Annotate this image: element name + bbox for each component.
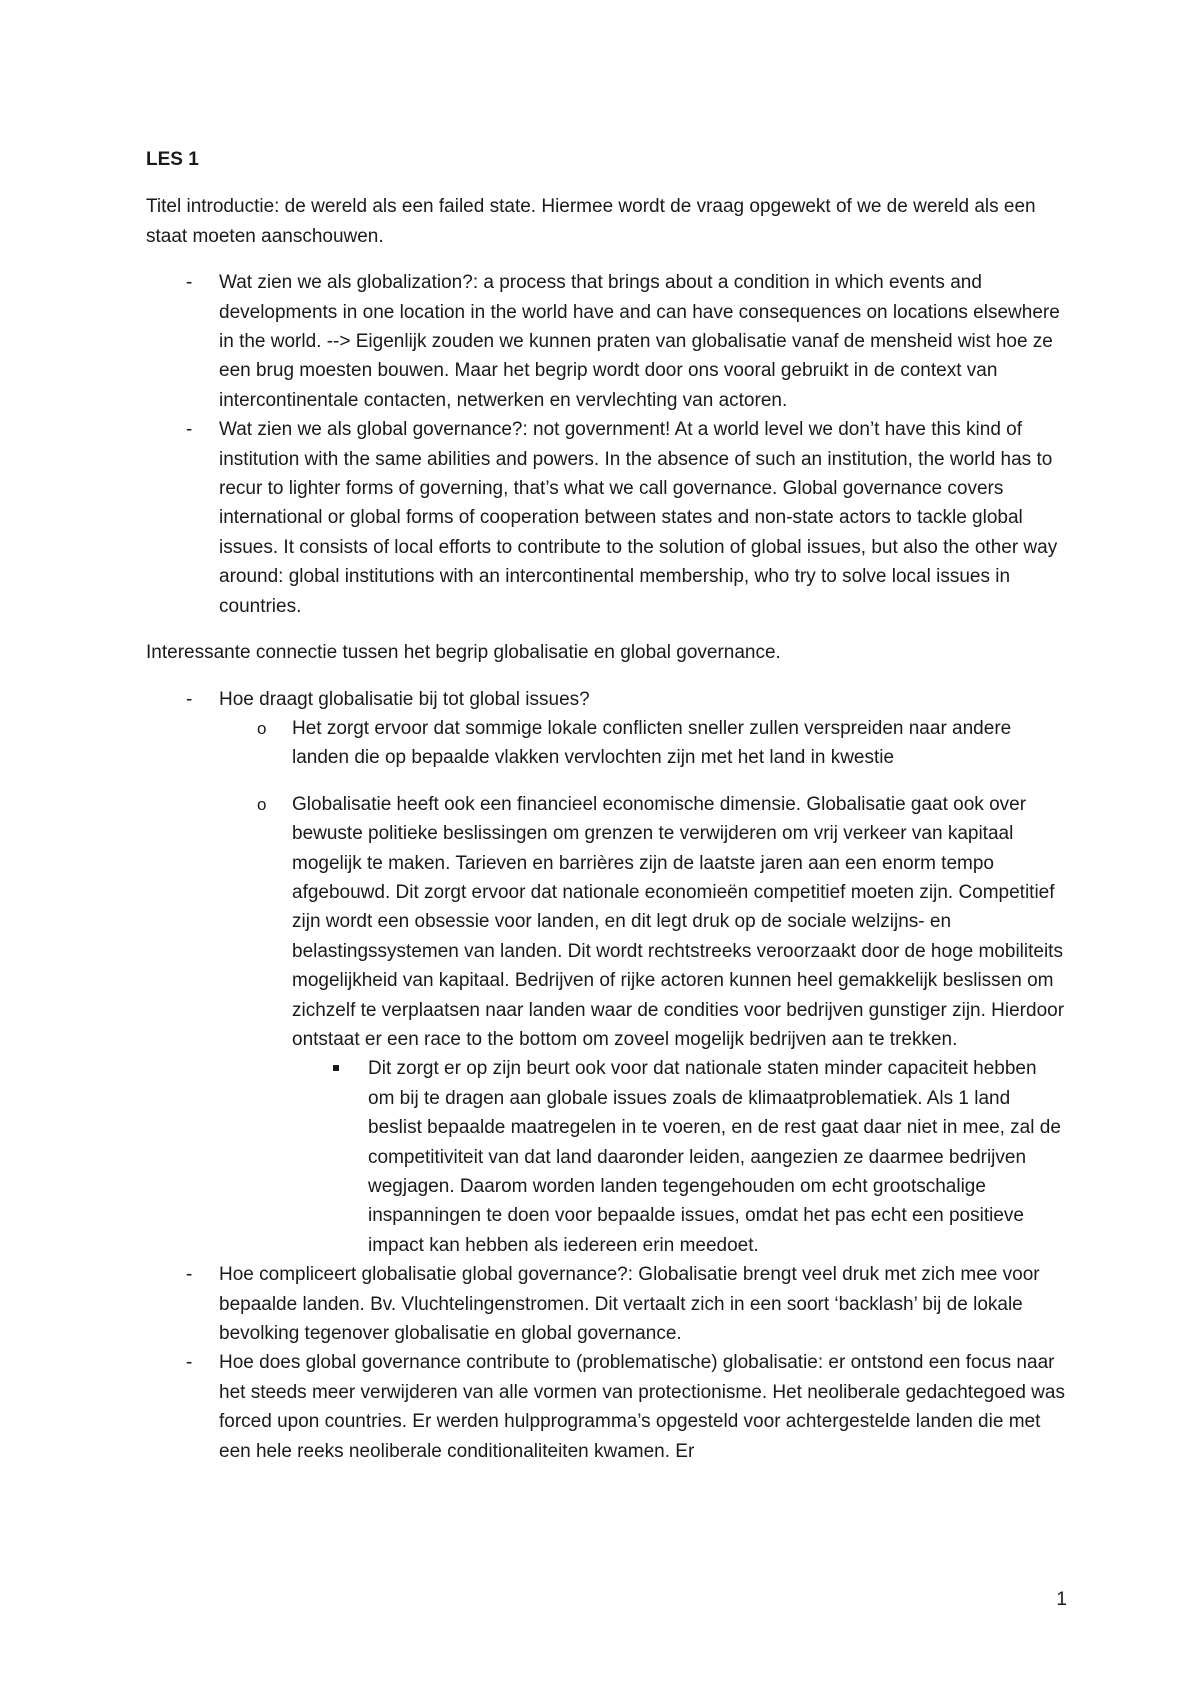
questions-list [146, 685, 1066, 1467]
circle-bullet: o [257, 718, 267, 738]
dash-bullet: - [186, 1264, 193, 1286]
definitions-list [146, 268, 1066, 621]
document-body [146, 145, 1066, 1466]
list-item-text: Wat zien we als globalization?: a process that brings about a condition in which events and developments in one location in the world have and can have consequences on locations elsewhere in the world. --> Eigenlijk zouden we kunnen praten van globalisatie vanaf de mensheid wist hoe ze een brug moesten bouwen. Maar het begrip wordt door ons vooral gebruikt in de context van intercontinentale contacten, netwerken en vervlechting van actoren. [219, 272, 1060, 411]
list-item-globalization [146, 268, 1066, 415]
list-item-text: Hoe compliceert globalisatie global governance?: Globalisatie brengt veel druk met zich mee voor bepaalde landen. Bv. Vluchtelingenstromen. Dit vertaalt zich in een soort ‘backlash’ bij de lokale bevolking tegenover globalisatie en global governance. [219, 1264, 1040, 1345]
sub-sub-item-capacity [146, 1054, 1066, 1260]
list-item-text: Wat zien we als global governance?: not government! At a world level we don’t have this kind of institution with the same abilities and powers. In the absence of such an institution, the world has to recur to lighter forms of governing, that’s what we call governance. Global governance covers international or global forms of cooperation between states and non-state actors to tackle global issues. It consists of local efforts to contribute to the solution of global issues, but also the other way around: global institutions with an intercontinental membership, who try to solve local issues in countries. [219, 419, 1058, 617]
intro-paragraph: Titel introductie: de wereld als een failed state. Hiermee wordt de vraag opgewekt of we de wereld als een staat moeten aanschouwen. [146, 196, 1036, 247]
dash-bullet: - [186, 272, 193, 294]
page-number: 1 [1056, 1589, 1067, 1610]
list-item-text: Hoe draagt globalisatie bij tot global issues? [219, 688, 590, 710]
lesson-heading: LES 1 [146, 149, 199, 170]
list-item-global-governance [146, 415, 1066, 621]
sub-item-economic-dimension [146, 790, 1066, 1055]
list-item-question-1 [146, 685, 1066, 714]
list-item-question-2 [146, 1260, 1066, 1348]
square-bullet-icon [333, 1065, 339, 1071]
connection-paragraph: Interessante connectie tussen het begrip globalisatie en global governance. [146, 642, 781, 664]
sub-sub-item-text: Dit zorgt er op zijn beurt ook voor dat nationale staten minder capaciteit hebben om bij te dragen aan globale issues zoals de klimaatproblematiek. Als 1 land beslist bepaalde maatregelen in te voeren, en de rest gaat daar niet in mee, zal de competitiviteit van dat land daaronder leiden, aangezien ze daarmee bedrijven wegjagen. Daarom worden landen tegengehouden om echt grootschalige inspanningen te doen voor bepaalde issues, omdat het pas echt een positieve impact kan hebben als iedereen erin meedoet. [368, 1058, 1061, 1256]
dash-bullet: - [186, 1352, 193, 1374]
list-item-question-3 [146, 1348, 1066, 1466]
list-item-text: Hoe does global governance contribute to (problematische) globalisatie: er ontstond een focus naar het steeds meer verwijderen van alle vormen van protectionisme. Het neoliberale gedachtegoed was forced upon countries. Er werden hulpprogramma’s opgesteld voor achtergestelde landen die met een hele reeks neoliberale conditionaliteiten kwamen. Er [219, 1352, 1065, 1462]
sub-item-text: Globalisatie heeft ook een financieel economische dimensie. Globalisatie gaat ook over bewuste politieke beslissingen om grenzen te verwijderen om vrij verkeer van kapitaal mogelijk te maken. Tarieven en barrières zijn de laatste jaren aan een enorm tempo afgebouwd. Dit zorgt ervoor dat nationale economieën competitief moeten zijn. Competitief zijn wordt een obsessie voor landen, en dit legt druk op de sociale welzijns- en belastingssystemen van landen. Dit wordt rechtstreeks veroorzaakt door de hoge mobiliteits mogelijkheid van kapitaal. Bedrijven of rijke actoren kunnen heel gemakkelijk beslissen om zichzelf te verplaatsen naar landen waar de condities voor bedrijven gunstiger zijn. Hierdoor ontstaat er een race to the bottom om zoveel mogelijk bedrijven aan te trekken. [292, 793, 1065, 1050]
circle-bullet: o [257, 794, 267, 814]
dash-bullet: - [186, 688, 193, 710]
sub-item-text: Het zorgt ervoor dat sommige lokale conflicten sneller zullen verspreiden naar andere landen die op bepaalde vlakken vervlochten zijn met het land in kwestie [292, 717, 1012, 769]
sub-item-conflicts [146, 714, 1066, 773]
dash-bullet: - [186, 419, 193, 441]
